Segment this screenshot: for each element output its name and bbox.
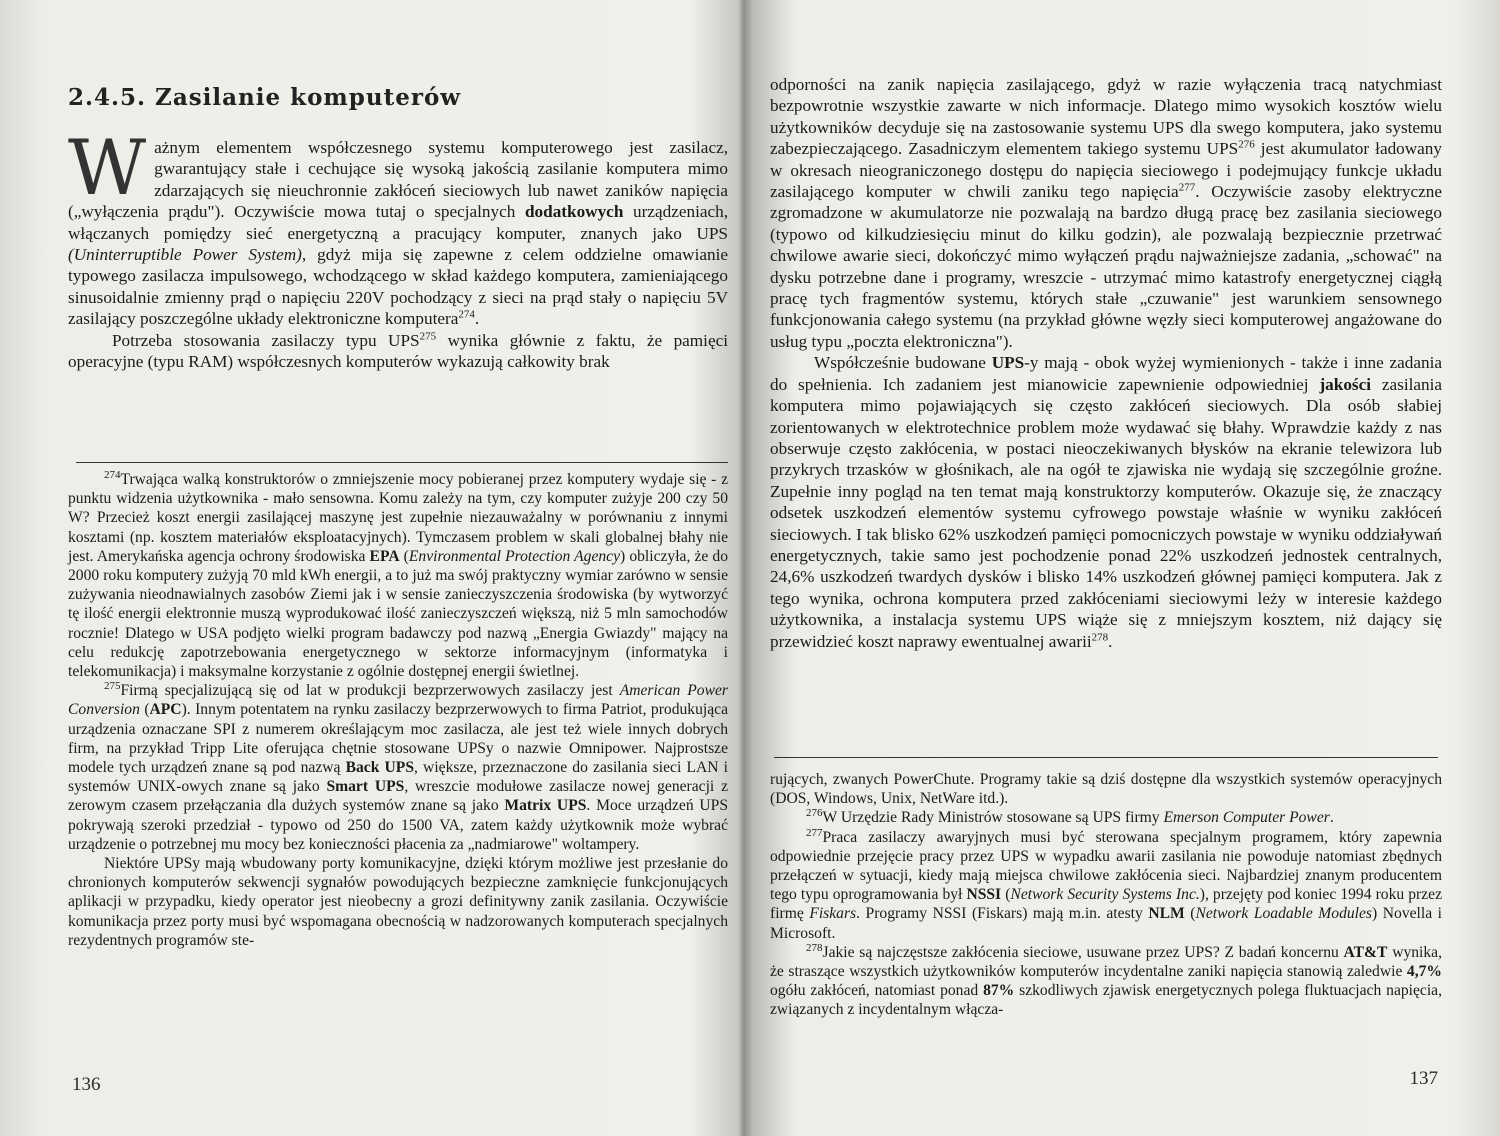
paragraph-continued: odporności na zanik napięcia zasilającego, gdyż w razie wyłączenia tracą natychmiast bezpowrotnie wszystkie zawarte w nich informacje. Dlatego mimo wysokich kosztów wielu użytkowników decyduje się na zastosowanie systemu UPS dla swego komputera, jako systemu zabezpieczającego. Zasadniczym elementem takiego systemu UPS$^{276}$ jest akumulator ładowany w okresach nieograniczonego dostępu do napięcia sieciowego i podejmujący funkcje układu zasilającego komputer w chwili zaniku tego napięcia$^{277}$. Oczywiście zasoby elektryczne zgromadzone w akumulatorze nie pozwalają na bardzo długą pracę bez zasilania sieciowego (typowo od kilkudziesięciu minut do kilku godzin), ale pozwalają bezpiecznie przetrwać chwilowe awarie sieci, dokończyć mimo wyłączeń prądu najważniejsze zadania, „schować" na dysku potrzebne dane i programy, wreszcie - utrzymać mimo katastrofy energetycznej ciągłą pracę tych fragmentów systemu, których stałe „czuwanie" jest warunkiem sensownego funkcjonowania całego systemu (na przykład główne węzły sieci komputerowej angażowane do usług typu „poczta elektroniczna").: [770, 75, 1442, 351]
footnote-275: $^{275}$Firmą specjalizującą się od lat w produkcji bezprzerwowych zasilaczy jest American Power Conversion (APC). Innym potentatem na rynku zasilaczy bezprzerwowych to firma Patriot, produkująca urządzenia oznaczane SPI z numerem określającym moc zasilacza, ale jest też wiele innych dobrych firm, na przykład Tripp Lite oferująca chętnie stosowane UPSy o nazwie Omnipower. Najprostsze modele tych urządzeń znane są pod nazwą Back UPS, większe, przeznaczone do zasilania sieci LAN i systemów UNIX-owych znane są jako Smart UPS, wreszcie modułowe zasilacze nowej generacji z zerowym czasem przełączania dla dużych systemów znane są jako Matrix UPS. Moce urządzeń UPS pokrywają szeroki przedział - typowo od 250 do 1500 VA, zatem każdy użytkownik może wybrać urządzenie o potrzebnej mu mocy bez konieczności płacenia za „nadmiarowe" woltampery.: [68, 680, 728, 853]
right-footnotes: [770, 770, 1442, 1020]
page-number-right: 137: [1409, 1068, 1438, 1089]
paragraph-2: Potrzeba stosowania zasilaczy typu UPS$^{275}$ wynika głównie z faktu, że pamięci operacyjne (typu RAM) współczesnych komputerów wykazują całkowity brak: [68, 329, 728, 372]
drop-cap: W: [68, 123, 147, 212]
footnote-ref-278: 278: [1091, 630, 1109, 643]
footnote-276: $^{276}$W Urzędzie Rady Ministrów stosowane są UPS firmy Emerson Computer Power.: [806, 807, 1334, 827]
footnote-ref-277: 277: [1178, 181, 1196, 194]
footnote-ref-275: 275: [419, 329, 437, 342]
left-main-text: [68, 123, 728, 372]
paragraph-3: Współcześnie budowane UPS-y mają - obok wyżej wymienionych - także i inne zadania do spełnienia. Ich zadaniem jest mianowicie zapewnienie odpowiedniej jakości zasilania komputera mimo pojawiających się często zakłóceń sieciowych. Dla osób słabiej zorientowanych w elektrotechnice problem może wydawać się błahy. Wprawdzie każdy z nas obserwuje często zakłócenia, w postaci nieoczekiwanych błysków na ekranie telewizora lub przykrych trzasków w głośnikach, ale na ogół te zjawiska nie wydają się szczególnie groźne. Zupełnie inny pogląd na ten temat mają konstruktorzy komputerów. Okazuje się, że znaczący odsetek uszkodzeń elementów systemu cyfrowego powstaje właśnie w wyniku zakłóceń sieciowych. I tak blisko 62% uszkodzeń pamięci pomocniczych powstaje w wyniku oddziaływań energetycznych, takie samo jest pochodzenie ponad 22% uszkodzeń jednostek centralnych, 24,6% uszkodzeń twardych dysków i blisko 14% uszkodzeń głównej pamięci komputera. Jak z tego wynika, ochrona komputera przed zakłóceniami sieciowymi leży w interesie każdego użytkownika, a instalacja systemu UPS wiąże się z mniejszym kosztem, niż dający się przewidzieć koszt naprawy ewentualnej awarii$^{278}$.: [770, 353, 1442, 651]
page-number-left: 136: [72, 1074, 101, 1095]
footnote-ref-274: 274: [458, 308, 475, 321]
paragraph-1: Ważnym elementem współczesnego systemu komputerowego jest zasilacz, gwarantujący stałe i cechujące się wysoką jakością zasilanie komputera mimo zdarzających się nieuchronnie zakłóceń sieciowych lub nawet zaników napięcia („wyłączenia prądu"). Oczywiście mowa tutaj o specjalnych dodatkowych urządzeniach, włączanych pomiędzy sieć energetyczną a pracujący komputer, znanych jako UPS (Uninterruptible Power System), gdyż mija się zapewne z celem oddzielne omawianie typowego zasilacza impulsowego, wchodzącego w skład każdego komputera, zamieniającego sinusoidalnie zmienny prąd o napięciu 220V pochodzący z sieci na prąd stały o napięciu 5V zasilający poszczególne układy elektroniczne komputera$^{274}$.: [68, 123, 728, 329]
right-page: [770, 0, 1442, 1136]
section-heading: 2.4.5. Zasilanie komputerów: [68, 84, 462, 111]
left-page: [68, 0, 728, 1136]
footnote-275-continued: Niektóre UPSy mają wbudowany porty komunikacyjne, dzięki którym możliwe jest przesłanie do chronionych komputerów sekwencji sygnałów powodujących bezpieczne zamknięcie funkcjonujących aplikacji w przypadku, kiedy operator jest nieobecny a grozi definitywny zanik zasilania. Oczywiście komunikacja przez porty musi być wspomagana obecnością w nadzorowanych komputerach specjalnych rezydentnych programów ste-: [68, 855, 728, 949]
footnote-277: $^{277}$Praca zasilaczy awaryjnych musi być sterowana specjalnym programem, który zapewnia odpowiednie przejęcie pracy przez UPS w wypadku awarii zasilania nie powoduje natomiast zbędnych przełączeń w sytuacji, kiedy mają miejsca chwilowe zakłócenia sieci. Najbardziej znanym producentem tego typu oprogramowania był NSSI (Network Security Systems Inc.), przejęty pod koniec 1994 roku przez firmę Fiskars. Programy NSSI (Fiskars) mają m.in. atesty NLM (Network Loadable Modules) Novella i Microsoft.: [770, 826, 1443, 942]
footnote-278: $^{278}$Jakie są najczęstsze zakłócenia sieciowe, usuwane przez UPS? Z badań koncernu AT&T wynika, że straszące wszystkich użytkowników komputerów incydentalne zaniki napięcia stanowią zaledwie 4,7% ogółu zakłóceń, natomiast ponad 87% szkodliwych zjawisk energetycznych polega fluktuacjach napięcia, związanych z incydentalnym włącza-: [770, 941, 1442, 1019]
footnote-274: $^{274}$Trwająca walką konstruktorów o zmniejszenie mocy pobieranej przez komputery wydaje się - z punktu widzenia użytkownika - mało sensowna. Komu zależy na tym, czy komputer zużyje 200 czy 50 W? Przecież koszt energii zasilającej maszynę jest zupełnie niezauważalny w porównaniu z innymi kosztami (np. kosztem materiałów eksploatacyjnych). Tymczasem problem w skali globalnej błahy nie jest. Amerykańska agencja ochrony środowiska EPA (Environmental Protection Agency) obliczyła, że do 2000 roku komputery zużyją 70 mld kWh energii, a to już ma swój praktyczny wymiar zarówno w sensie zużywania nieodnawialnych zasobów Ziemi jak i w sensie zanieczyszczenia środowiska (by wytworzyć tę ilość energii elektronnie muszą wyprodukować ilość zanieczyszczeń większą, niż 5 mln samochodów rocznie! Dlatego w USA podjęto wielki program badawczy pod nazwą „Energia Gwiazdy" mający na celu redukcję zapotrzebowania energetycznego w sektorze informacyjnym (informatyka i telekomunikacja) i maksymalne korzystanie z ogólnie dostępnej energii świetlnej.: [68, 468, 729, 681]
right-main-text: [770, 74, 1442, 652]
footnote-rule: [76, 462, 728, 463]
left-footnotes: [68, 470, 728, 950]
footnote-rule: [774, 757, 1438, 758]
footnote-275-end: rujących, zwanych PowerChute. Programy takie są dziś dostępne dla wszystkich systemów operacyjnych (DOS, Windows, Unix, NetWare itd.).: [770, 771, 1442, 808]
footnote-ref-276: 276: [1238, 138, 1255, 151]
